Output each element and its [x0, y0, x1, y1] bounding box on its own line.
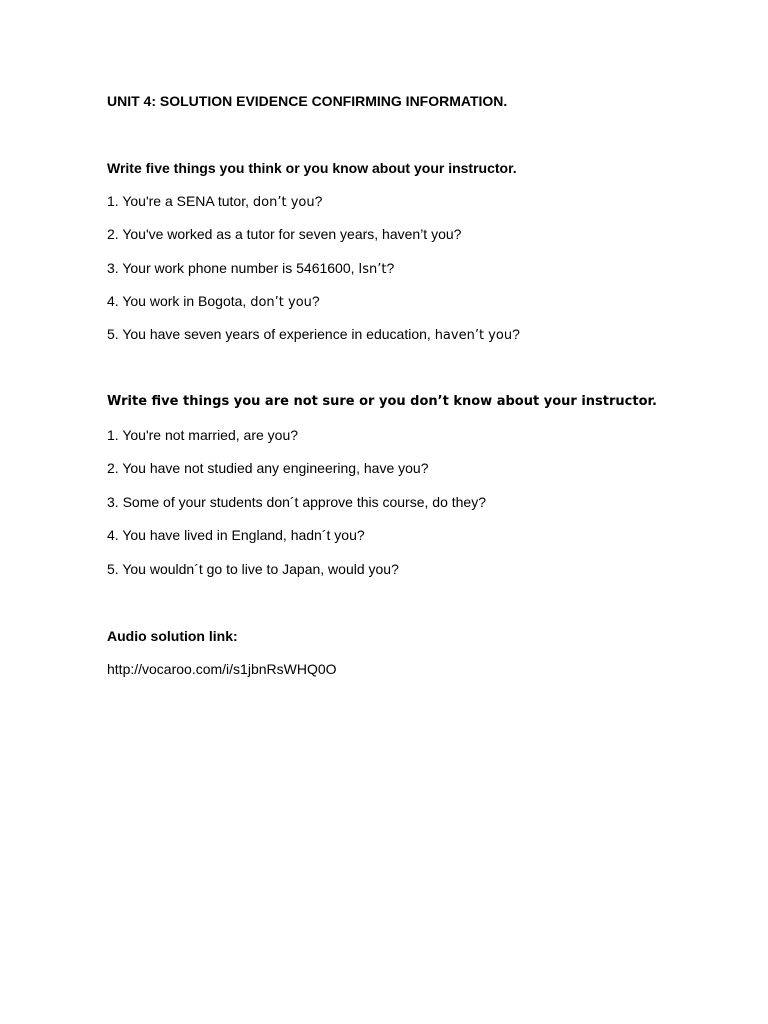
item-end: ?	[386, 260, 395, 276]
section2-item-3: 3. Some of your students don´t approve this course, do they?	[107, 494, 486, 510]
section1-heading: Write five things you think or you know about your instructor.	[107, 160, 517, 176]
item-end: ?	[314, 193, 323, 209]
item-tag: Isn’t	[358, 262, 387, 277]
audio-link[interactable]: http://vocaroo.com/i/s1jbnRsWHQ0O	[107, 661, 337, 677]
item-text: 1. You're a SENA tutor,	[107, 193, 253, 209]
section1-item-5	[107, 325, 520, 345]
item-text: 3. Your work phone number is 5461600,	[107, 260, 359, 276]
section2-item-2: 2. You have not studied any engineering, have you?	[107, 460, 429, 476]
section2-heading: Write five things you are not sure or you don’t know about your instructor.	[107, 394, 657, 409]
section1-item-1	[107, 192, 322, 212]
section1-item-3	[107, 259, 394, 279]
item-text: 5. You have seven years of experience in education,	[107, 326, 435, 342]
section2-item-5: 5. You wouldn´t go to live to Japan, would you?	[107, 561, 399, 577]
item-tag: don’t you	[250, 295, 312, 310]
item-tag: don’t you	[252, 195, 315, 210]
audio-heading: Audio solution link:	[107, 628, 238, 644]
section1-item-4	[107, 292, 320, 312]
item-end: ?	[512, 326, 520, 342]
item-text: 4. You work in Bogota,	[107, 293, 251, 309]
section2-item-4: 4. You have lived in England, hadn´t you?	[107, 527, 365, 543]
document-title: UNIT 4: SOLUTION EVIDENCE CONFIRMING INFORMATION.	[107, 93, 508, 109]
item-text: 2. You've worked as a tutor for seven years, haven’t you?	[107, 226, 462, 242]
section1-item-2	[107, 225, 461, 243]
section2-item-1: 1. You're not married, are you?	[107, 427, 299, 443]
item-tag: haven’t you	[434, 328, 513, 343]
item-end: ?	[311, 293, 320, 309]
